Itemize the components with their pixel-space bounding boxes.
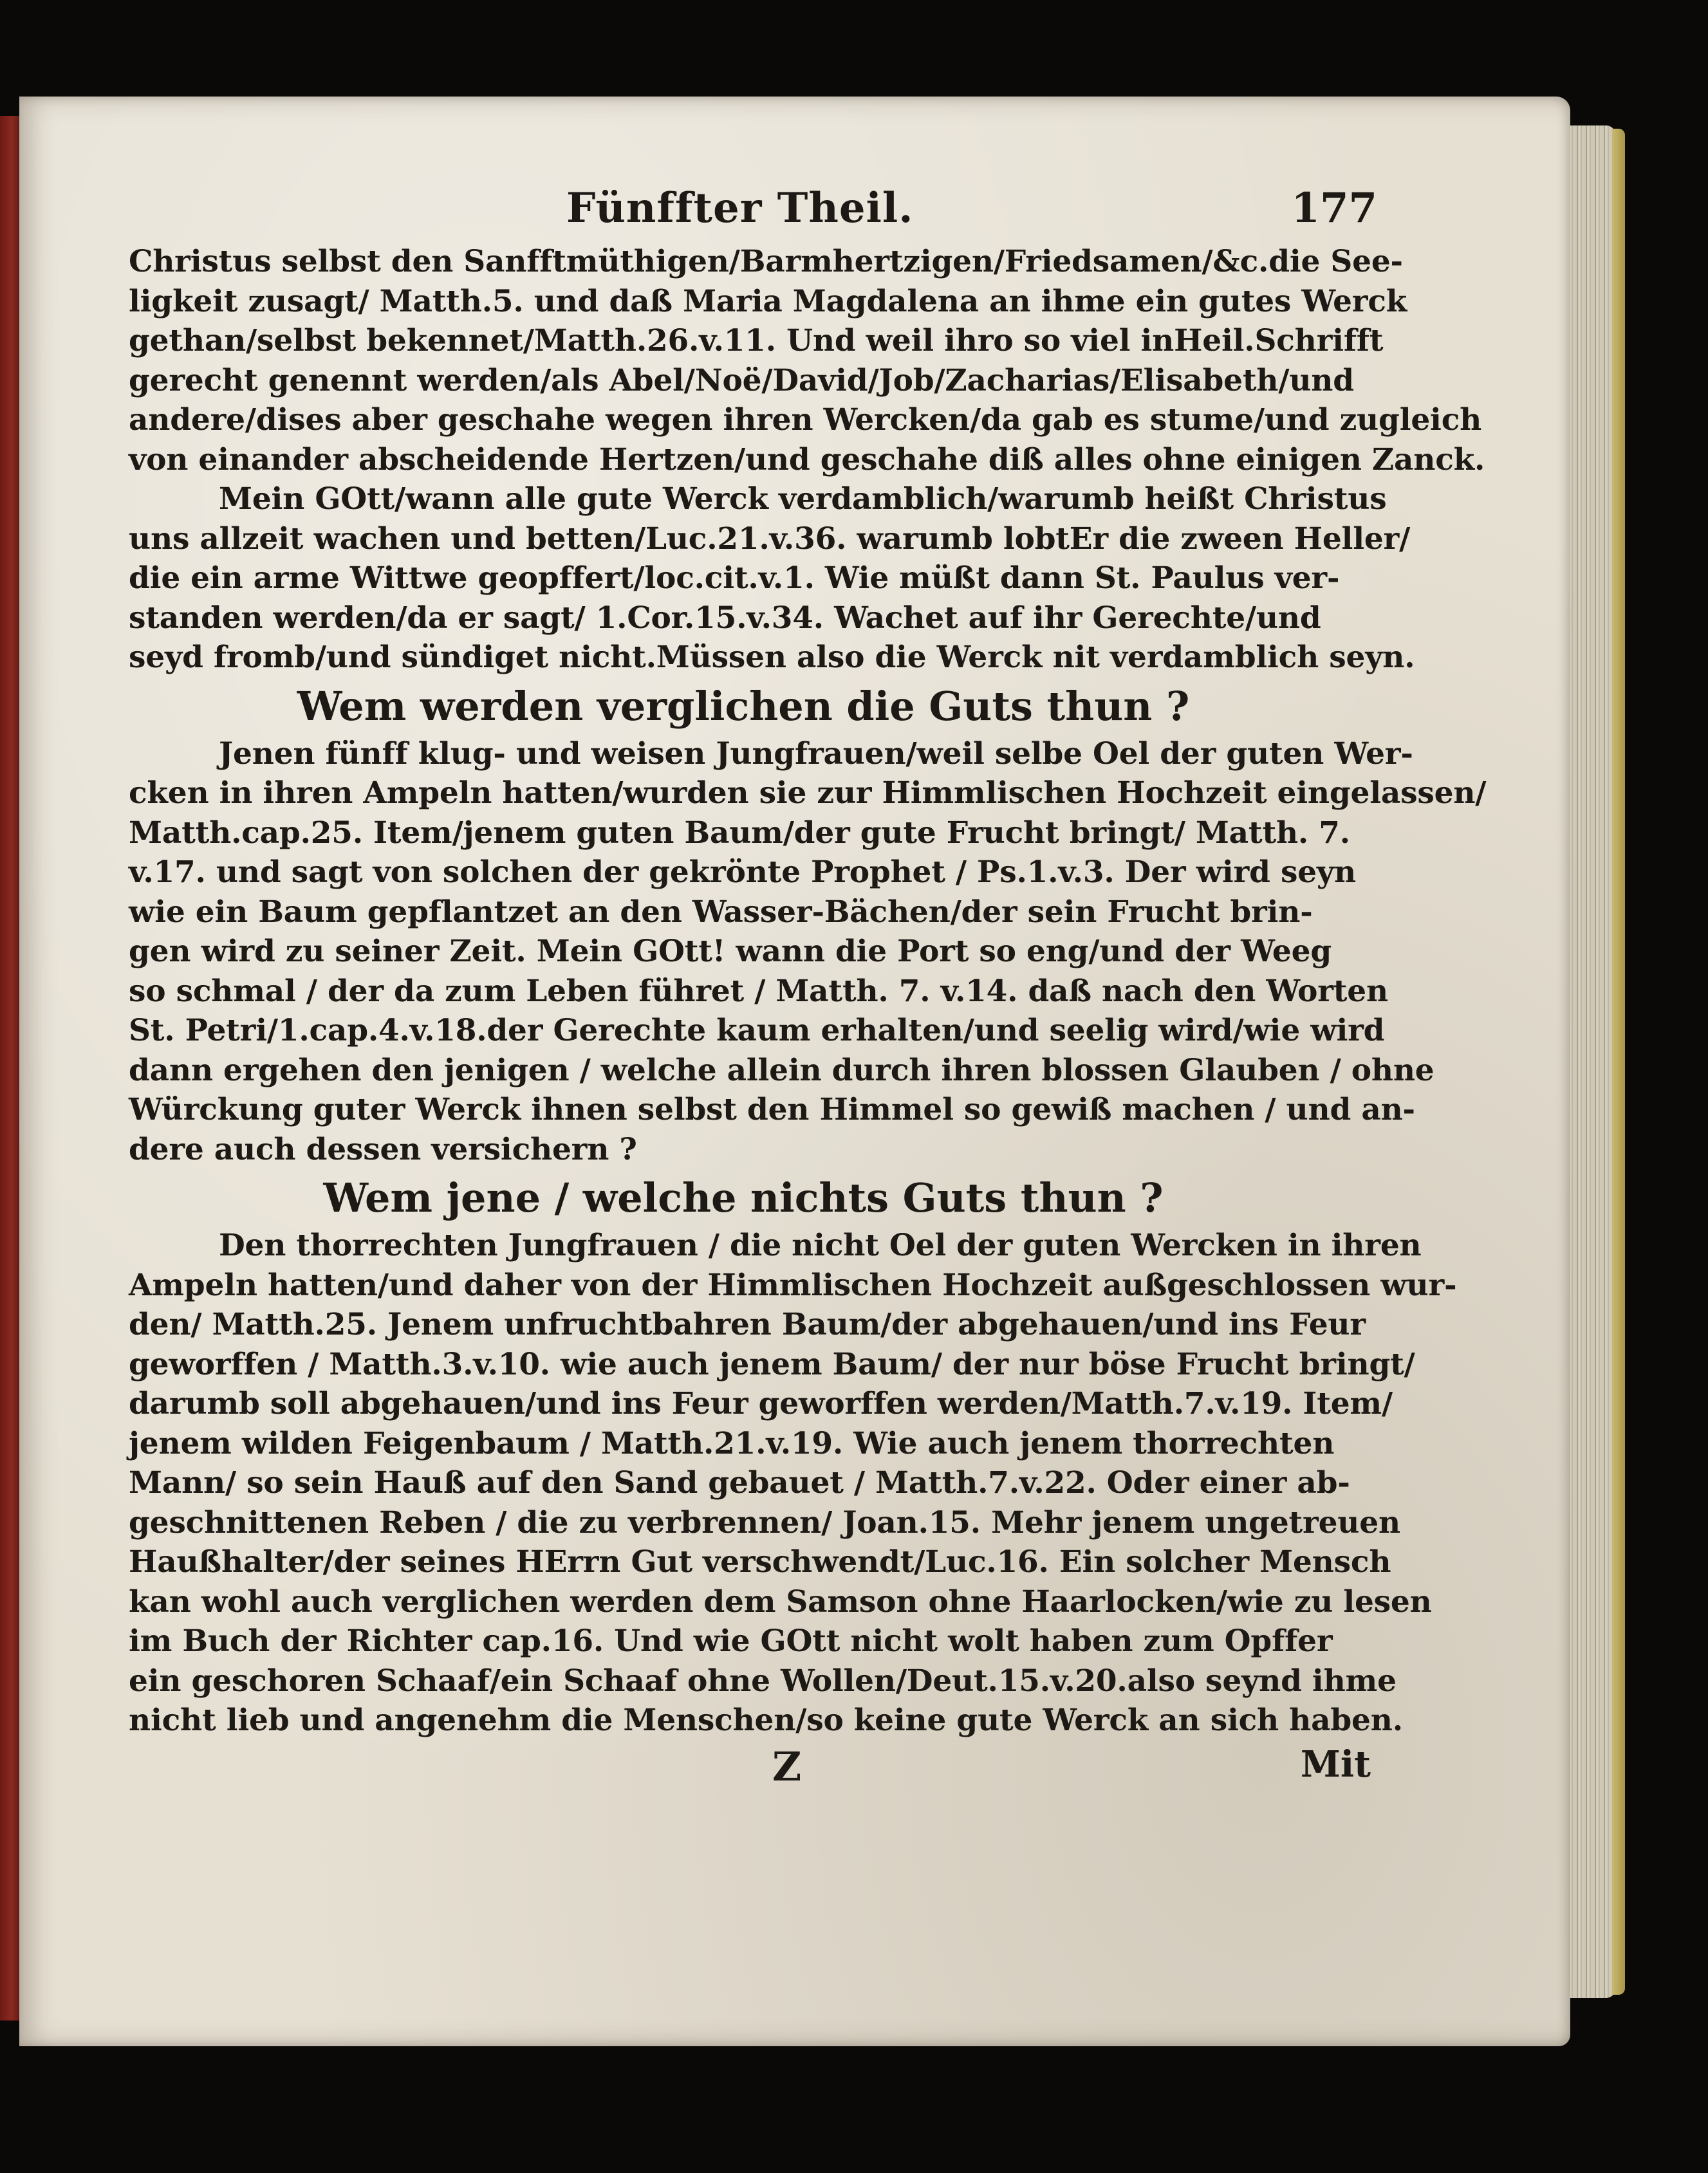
text-line: Den thorrechten Jungfrauen / die nicht Oel der guten Wercken in ihren: [219, 1228, 1422, 1263]
text-line: Matth.cap.25. Item/jenem guten Baum/der gute Frucht bringt/ Matth. 7.: [129, 815, 1350, 851]
text-line: St. Petri/1.cap.4.v.18.der Gerechte kaum erhalten/und seelig wird/wie wird: [129, 1013, 1385, 1048]
text-line: nicht lieb und angenehm die Menschen/so keine gute Werck an sich haben.: [129, 1703, 1403, 1738]
paragraph: [129, 479, 1415, 678]
text-line: andere/dises aber geschahe wegen ihren Wercken/da gab es stume/und zugleich: [129, 402, 1482, 438]
text-line: Haußhalter/der seines HErrn Gut verschwendt/Luc.16. Ein solcher Mensch: [129, 1544, 1391, 1580]
section-heading: Wem werden verglichen die Guts thun ?: [297, 682, 1190, 730]
text-line: wie ein Baum gepflantzet an den Wasser-Bächen/der sein Frucht brin-: [129, 894, 1313, 930]
book-page: [19, 97, 1570, 2046]
text-line: geschnittenen Reben / die zu verbrennen/ Joan.15. Mehr jenem ungetreuen: [129, 1504, 1400, 1540]
page-edge-gilt: [1612, 129, 1625, 1995]
text-line: Ampeln hatten/und daher von der Himmlischen Hochzeit außgeschlossen wur-: [129, 1267, 1457, 1303]
text-line: darumb soll abgehauen/und ins Feur geworffen werden/Matth.7.v.19. Item/: [129, 1386, 1393, 1421]
paragraph: [129, 734, 1487, 1170]
text-line: die ein arme Wittwe geopffert/loc.cit.v.1. Wie müßt dann St. Paulus ver-: [129, 560, 1340, 596]
text-line: jenem wilden Feigenbaum / Matth.21.v.19. Wie auch jenem thorrechten: [129, 1425, 1335, 1461]
text-line: den/ Matth.25. Jenem unfruchtbahren Baum/der abgehauen/und ins Feur: [129, 1307, 1366, 1342]
text-line: kan wohl auch verglichen werden dem Samson ohne Haarlocken/wie zu lesen: [129, 1584, 1432, 1620]
signature-mark: Z: [772, 1743, 802, 1790]
text-line: im Buch der Richter cap.16. Und wie GOtt nicht wolt haben zum Opffer: [129, 1623, 1333, 1659]
text-line: Mann/ so sein Hauß auf den Sand gebauet / Matth.7.v.22. Oder einer ab-: [129, 1465, 1350, 1501]
text-line: ein geschoren Schaaf/ein Schaaf ohne Wollen/Deut.15.v.20.also seynd ihme: [129, 1663, 1397, 1699]
text-line: Christus selbst den Sanfftmüthigen/Barmhertzigen/Friedsamen/&c.die See-: [129, 244, 1403, 279]
page-stack: [1564, 125, 1615, 1998]
text-line: dann ergehen den jenigen / welche allein durch ihren blossen Glauben / ohne: [129, 1052, 1434, 1088]
section-heading: Wem jene / welche nichts Guts thun ?: [323, 1174, 1164, 1221]
page-footer: [129, 1743, 1371, 1795]
text-line: Mein GOtt/wann alle gute Werck verdamblich/warumb heißt Christus: [219, 481, 1387, 517]
text-line: Jenen fünff klug- und weisen Jungfrauen/weil selbe Oel der guten Wer-: [219, 735, 1413, 772]
text-line: seyd fromb/und sündiget nicht.Müssen also die Werck nit verdamblich seyn.: [129, 640, 1415, 675]
running-head: [129, 180, 1377, 238]
text-line: von einander abscheidende Hertzen/und geschahe diß alles ohne einigen Zanck.: [129, 441, 1485, 477]
text-line: gen wird zu seiner Zeit. Mein GOtt! wann die Port so eng/und der Weeg: [129, 934, 1332, 969]
text-block: [129, 180, 1487, 1795]
text-line: uns allzeit wachen und betten/Luc.21.v.36. warumb lobtEr die zween Heller/: [129, 521, 1411, 557]
text-line: gerecht genennt werden/als Abel/Noë/David/Job/Zacharias/Elisabeth/und: [129, 362, 1354, 398]
text-line: so schmal / der da zum Leben führet / Matth. 7. v.14. daß nach den Worten: [129, 973, 1388, 1009]
paragraph: [129, 1226, 1457, 1741]
text-line: Würckung guter Werck ihnen selbst den Himmel so gewiß machen / und an-: [129, 1092, 1415, 1127]
running-title: Fünffter Theil.: [566, 184, 914, 232]
page-number: 177: [1291, 184, 1377, 232]
text-line: cken in ihren Ampeln hatten/wurden sie zur Himmlischen Hochzeit eingelassen/: [129, 775, 1487, 811]
text-line: ligkeit zusagt/ Matth.5. und daß Maria Magdalena an ihme ein gutes Werck: [129, 283, 1407, 319]
text-line: geworffen / Matth.3.v.10. wie auch jenem Baum/ der nur böse Frucht bringt/: [129, 1346, 1415, 1382]
text-line: standen werden/da er sagt/ 1.Cor.15.v.34. Wachet auf ihr Gerechte/und: [129, 600, 1321, 636]
paragraph: [129, 242, 1485, 479]
catchword: Mit: [1300, 1743, 1371, 1786]
text-line: dere auch dessen versichern ?: [129, 1131, 637, 1167]
text-line: v.17. und sagt von solchen der gekrönte Prophet / Ps.1.v.3. Der wird seyn: [129, 855, 1356, 890]
text-line: gethan/selbst bekennet/Matth.26.v.11. Und weil ihro so viel inHeil.Schrifft: [129, 323, 1384, 358]
